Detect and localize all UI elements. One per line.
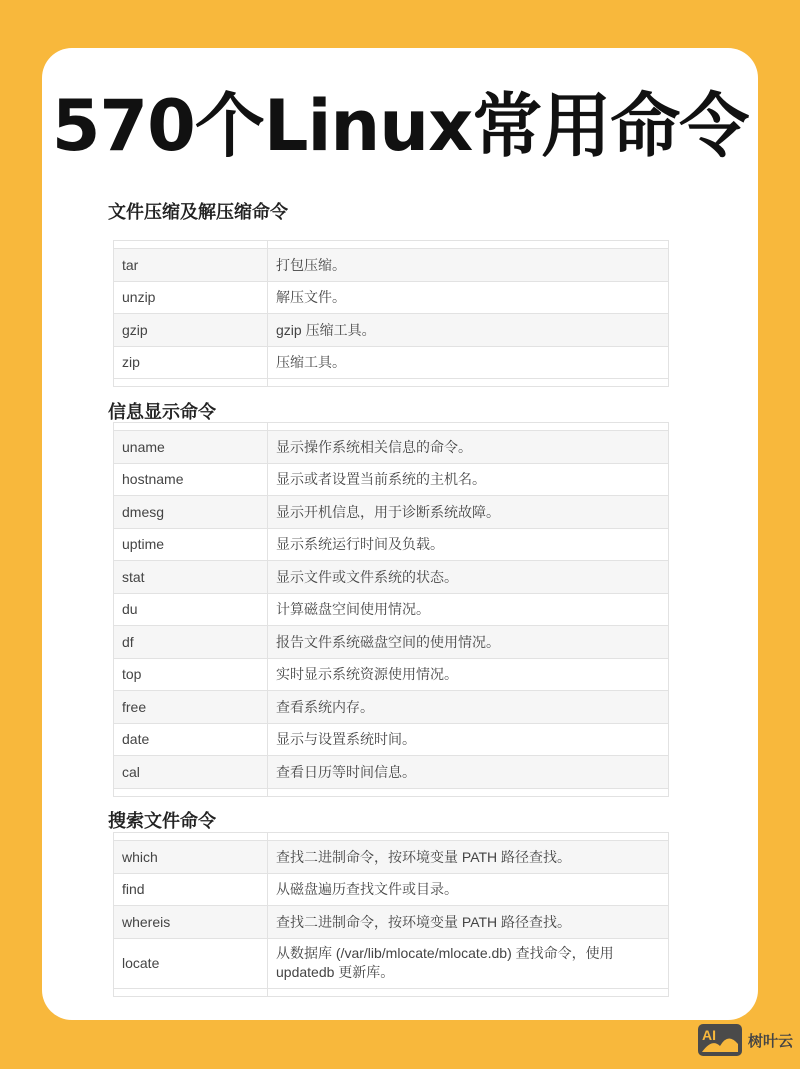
command-description: 显示开机信息，用于诊断系统故障。	[268, 496, 669, 529]
command-description: 显示或者设置当前系统的主机名。	[268, 463, 669, 496]
command-description: gzip 压缩工具。	[268, 314, 669, 347]
compress-commands-table	[113, 240, 669, 387]
command-name: whereis	[114, 906, 268, 939]
command-description: 解压文件。	[268, 281, 669, 314]
command-description: 打包压缩。	[268, 249, 669, 282]
search-commands-table	[113, 832, 669, 997]
table-row	[114, 593, 669, 626]
table-row	[114, 561, 669, 594]
brand-logo: AI 树叶云	[698, 1024, 793, 1056]
command-name: gzip	[114, 314, 268, 347]
command-name: find	[114, 873, 268, 906]
command-name: free	[114, 691, 268, 724]
table-row-spacer	[114, 241, 669, 249]
command-name: df	[114, 626, 268, 659]
table-row	[114, 314, 669, 347]
table-row-spacer	[114, 988, 669, 996]
command-description: 查看日历等时间信息。	[268, 756, 669, 789]
command-description: 显示系统运行时间及负载。	[268, 528, 669, 561]
command-description: 实时显示系统资源使用情况。	[268, 658, 669, 691]
command-description: 查看系统内存。	[268, 691, 669, 724]
table-row	[114, 346, 669, 379]
info-commands-table	[113, 422, 669, 797]
table-row	[114, 496, 669, 529]
table-row-spacer	[114, 833, 669, 841]
table-row	[114, 938, 669, 988]
table-row-spacer	[114, 788, 669, 796]
command-description: 显示与设置系统时间。	[268, 723, 669, 756]
section-heading: 文件压缩及解压缩命令	[108, 202, 288, 223]
table-row	[114, 281, 669, 314]
command-name: hostname	[114, 463, 268, 496]
command-name: du	[114, 593, 268, 626]
page-title: 570个Linux常用命令	[51, 85, 749, 167]
command-name: cal	[114, 756, 268, 789]
table-row	[114, 249, 669, 282]
table-row	[114, 528, 669, 561]
command-description: 压缩工具。	[268, 346, 669, 379]
command-name: uptime	[114, 528, 268, 561]
table-row	[114, 906, 669, 939]
table-row	[114, 723, 669, 756]
command-name: which	[114, 841, 268, 874]
table-row	[114, 626, 669, 659]
table-row	[114, 658, 669, 691]
table-row	[114, 756, 669, 789]
table-row	[114, 431, 669, 464]
table-row-spacer	[114, 379, 669, 387]
command-name: stat	[114, 561, 268, 594]
command-name: unzip	[114, 281, 268, 314]
table-row-spacer	[114, 423, 669, 431]
table-row	[114, 841, 669, 874]
command-name: dmesg	[114, 496, 268, 529]
command-description: 从数据库 (/var/lib/mlocate/mlocate.db) 查找命令，使用 updatedb 更新库。	[268, 938, 669, 988]
command-description: 计算磁盘空间使用情况。	[268, 593, 669, 626]
command-description: 显示文件或文件系统的状态。	[268, 561, 669, 594]
table-row	[114, 873, 669, 906]
table-row	[114, 691, 669, 724]
section-heading: 搜索文件命令	[108, 811, 216, 832]
command-name: date	[114, 723, 268, 756]
command-name: uname	[114, 431, 268, 464]
command-name: top	[114, 658, 268, 691]
command-description: 查找二进制命令，按环境变量 PATH 路径查找。	[268, 906, 669, 939]
command-name: zip	[114, 346, 268, 379]
section-heading: 信息显示命令	[108, 402, 216, 423]
command-description: 查找二进制命令，按环境变量 PATH 路径查找。	[268, 841, 669, 874]
command-description: 从磁盘遍历查找文件或目录。	[268, 873, 669, 906]
command-name: tar	[114, 249, 268, 282]
logo-image-icon: AI	[698, 1024, 742, 1056]
command-description: 显示操作系统相关信息的命令。	[268, 431, 669, 464]
command-name: locate	[114, 938, 268, 988]
table-row	[114, 463, 669, 496]
command-description: 报告文件系统磁盘空间的使用情况。	[268, 626, 669, 659]
